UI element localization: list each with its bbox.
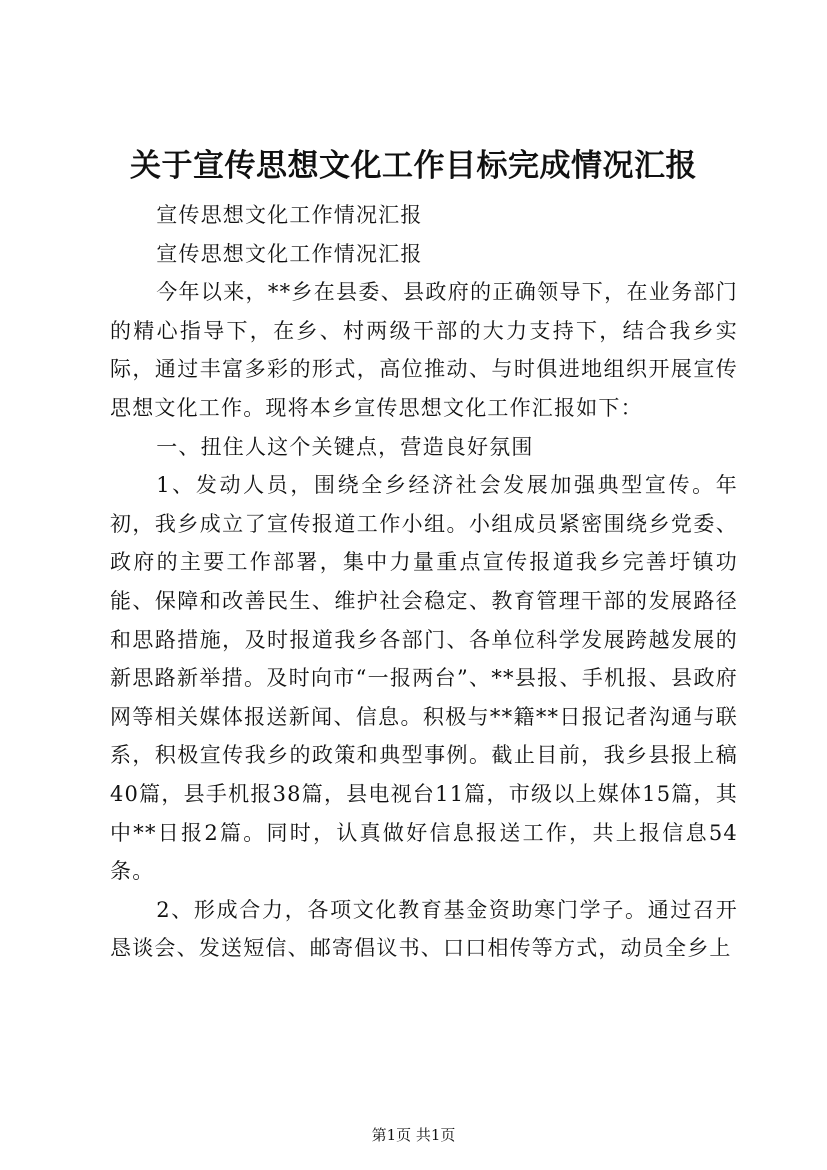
body-paragraph: 1、发动人员，围绕全乡经济社会发展加强典型宣传。年初，我乡成立了宣传报道工作小组。小组成员紧密围绕乡党委、政府的主要工作部署，集中力量重点宣传报道我乡完善圩镇功能、保障和改善民生、维护社会稳定、教育管理干部的发展路径和思路措施，及时报道我乡各部门、各单位科学发展跨越发展的新思路新举措。及时向市“一报两台”、**县报、手机报、县政府网等相关媒体报送新闻、信息。积极与**籍**日报记者沟通与联系，积极宣传我乡的政策和典型事例。截止目前，我乡县报上稿40篇，县手机报38篇，县电视台11篇，市级以上媒体15篇，其中**日报2篇。同时，认真做好信息报送工作，共上报信息54条。 xyxy=(110,473,738,884)
document-body xyxy=(110,196,738,968)
body-paragraph: 2、形成合力，各项文化教育基金资助寒门学子。通过召开恳谈会、发送短信、邮寄倡议书、口口相传等方式，动员全乡上 xyxy=(110,897,738,961)
document-title: 关于宣传思想文化工作目标完成情况汇报 xyxy=(130,148,697,184)
section-heading: 一、扭住人这个关键点，营造良好氛围 xyxy=(156,434,534,459)
subtitle-paragraph: 宣传思想文化工作情况汇报 xyxy=(156,241,423,266)
intro-paragraph: 今年以来，**乡在县委、县政府的正确领导下，在业务部门的精心指导下，在乡、村两级干部的大力支持下，结合我乡实际，通过丰富多彩的形式，高位推动、与时俱进地组织开展宣传思想文化工作。现将本乡宣传思想文化工作汇报如下： xyxy=(110,280,738,420)
page-number-footer: 第1页 共1页 xyxy=(371,1126,456,1144)
subtitle-paragraph: 宣传思想文化工作情况汇报 xyxy=(156,203,423,227)
